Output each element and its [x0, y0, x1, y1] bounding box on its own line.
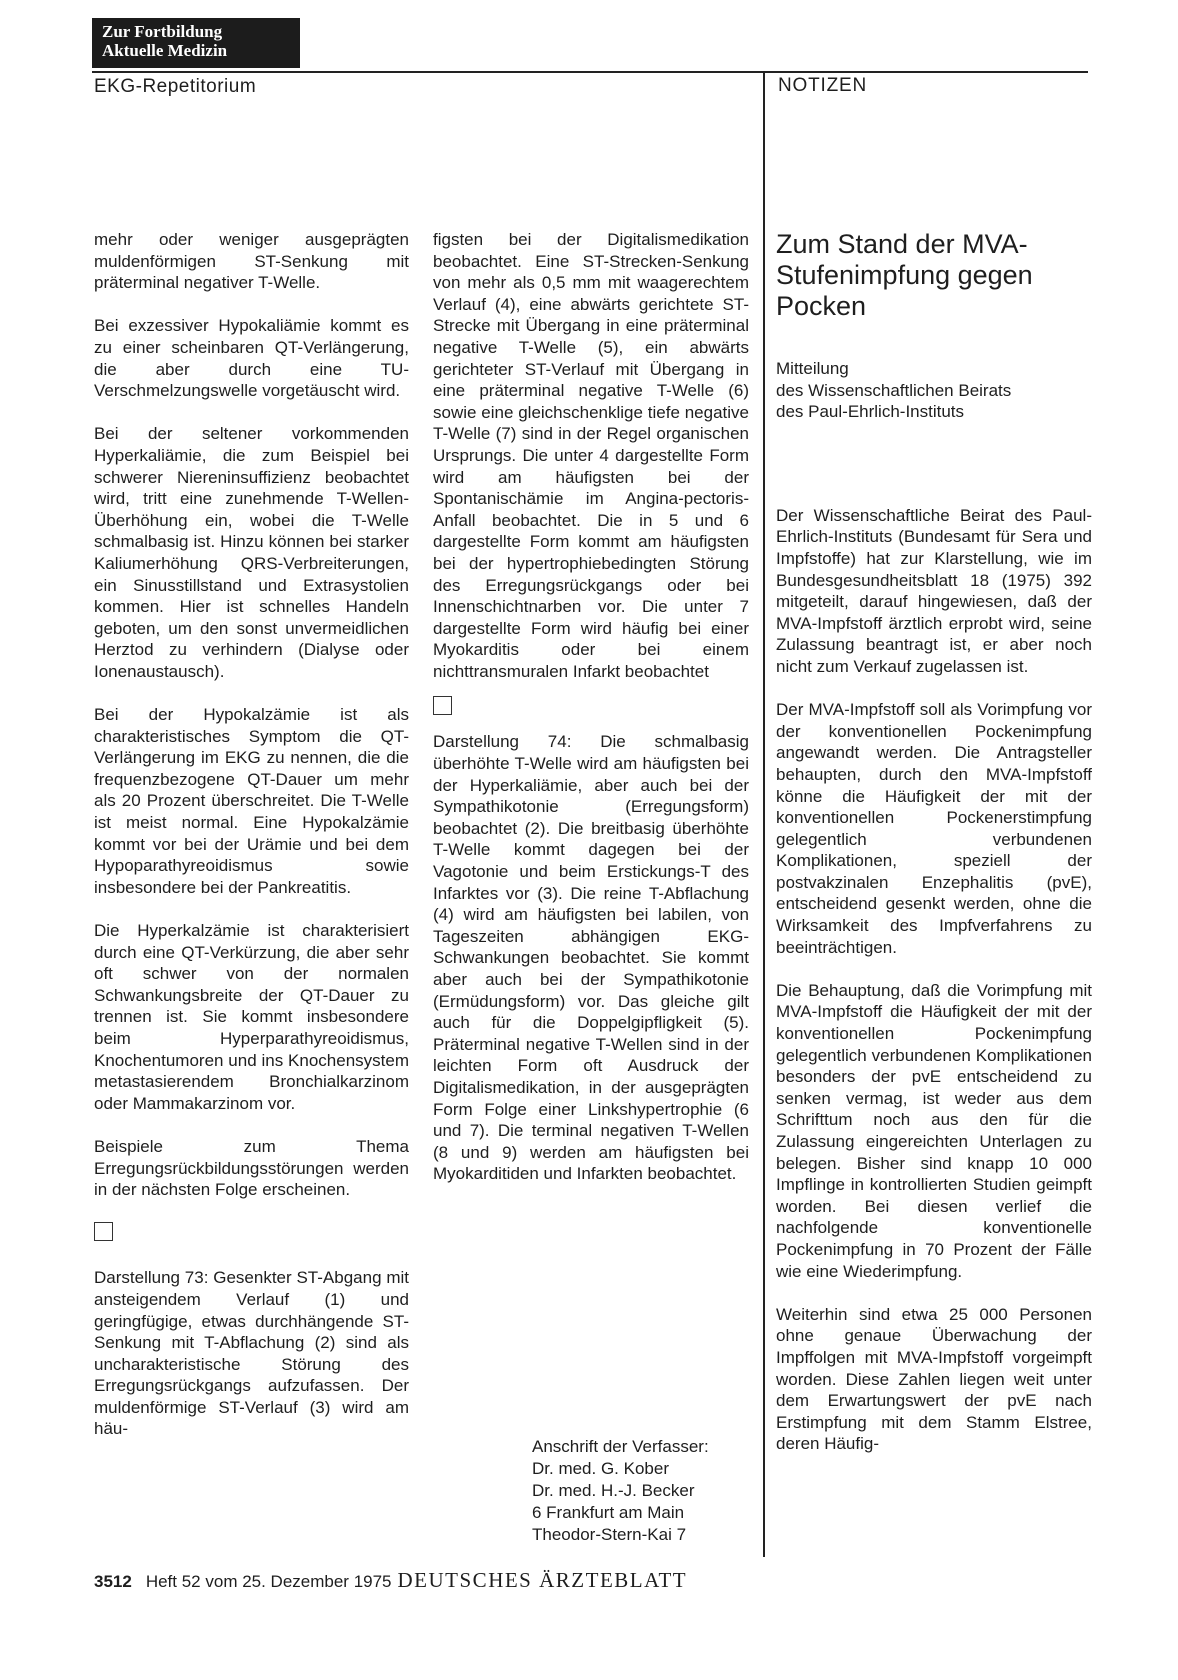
address-heading: Anschrift der Verfasser: [532, 1437, 709, 1456]
figure-caption-73: Darstellung 73: Gesenkter ST-Abgang mit ansteigendem Verlauf (1) und geringfügige, etwas durchhängende ST-Senkung mit T-Abflachung (2) sind als uncharakteristische Störung des Erregungsrückgangs aufzufassen. Der muldenförmige ST-Verlauf (3) wird am häu- [94, 1268, 409, 1439]
header-rule [92, 71, 1088, 73]
article-column-1 [94, 229, 409, 1462]
address-street: Theodor-Stern-Kai 7 [532, 1525, 687, 1544]
figure-caption-74: Darstellung 74: Die schmalbasig überhöhte T-Welle wird am häufigsten bei der Hyperkaliämie, aber auch bei der Sympathikotonie (Erregungsform) beobachtet (2). Die breitbasig überhöhte T-Welle kommt dagegen bei der Vagotonie und beim Erstickungs-T des Infarktes vor (3). Die reine T-Abflachung (4) wird am häufigsten bei labilen, von Tageszeiten abhängigen EKG-Schwankungen beobachtet. Sie kommt aber auch bei der Sympathikotonie (Ermüdungsform) vor. Das gleiche gilt auch für die Doppelgipfligkeit (5). Präterminal negative T-Wellen sind in der leichten Form oft Ausdruck der Digitalismedikation, in der ausgeprägten Form Folge einer Linkshypertrophie (6 und 7). Die terminal negativen T-Wellen (8 und 9) werden am häufigsten bei Myokarditiden und Infarkten beobachtet. [433, 732, 749, 1184]
paragraph: Bei der seltener vorkommenden Hyperkaliämie, die zum Beispiel bei schwerer Niereninsuffizienz beobachtet wird, tritt eine zunehmende T-Wellen-Überhöhung ein, wobei die T-Welle schmalbasig ist. Hinzu können bei starker Kaliumerhöhung QRS-Verbreiterungen, ein Sinusstillstand und Extrasystolien kommen. Hier ist schnelles Handeln geboten, um den sonst unvermeidlichen Herztod zu verhindern (Dialyse oder Ionenaustausch). [94, 424, 409, 681]
caption-continuation: figsten bei der Digitalismedikation beobachtet. Eine ST-Strecken-Senkung von mehr als 0,5 mm mit waagerechtem Verlauf (4), eine abwärts gerichtete ST-Strecke mit Übergang in eine präterminal negative T-Welle (5), ein abwärts gerichteter ST-Verlauf mit Übergang in eine präterminal negative T-Welle (6) sowie eine gleichschenklige tiefe negative T-Welle (7) sind in der Regel organischen Ursprungs. Die unter 4 dargestellte Form wird am häufigsten bei der Spontanischämie im Angina-pectoris-Anfall beobachtet. Die in 5 und 6 dargestellte Form kommt am häufigsten bei der hypertrophiebedingten Störung des Erregungsrückgangs oder bei Innenschichtnarben vor. Die unter 7 dargestellte Form wird häufig bei einer Myokarditis oder bei einem nichttransmuralen Infarkt beobachtet [433, 230, 749, 681]
paragraph: Der MVA-Impfstoff soll als Vorimpfung vor der konventionellen Pockenimpfung angewandt werden. Die Antragsteller behaupten, durch den MVA-Impfstoff könne die Häufigkeit der mit der konventionellen Pockenerstimpfung gelegentlich verbundenen Komplikationen, speziell der postvakzinalen Enzephalitis (pvE), entscheidend gesenkt werden, ohne die Wirksamkeit des Impfverfahrens zu beeinträchtigen. [776, 700, 1092, 957]
paragraph: Beispiele zum Thema Erregungsrückbildungsstörungen werden in der nächsten Folge erscheinen. [94, 1136, 409, 1200]
address-author-2: Dr. med. H.-J. Becker [532, 1481, 695, 1500]
section-label-line2: Aktuelle Medizin [102, 41, 228, 60]
series-title: EKG-Repetitorium [94, 76, 257, 97]
end-mark-icon [94, 1222, 113, 1241]
article-column-2 [433, 229, 749, 1207]
section-badge [92, 18, 300, 68]
issue-info: Heft 52 vom 25. Dezember 1975 [145, 1572, 392, 1591]
paragraph: Weiterhin sind etwa 25 000 Personen ohne genaue Überwachung der Impffolgen mit MVA-Impfstoff vorgeimpft worden. Diese Zahlen liegen weit unter dem Erwartungswert der pvE nach Erstimpfung mit dem Stamm Elstree, deren Häufig- [776, 1304, 1092, 1454]
notes-article-title: Zum Stand der MVA-Stufenimpfung gegen Pocken [776, 229, 1033, 321]
page-number: 3512 [94, 1572, 132, 1591]
end-mark-icon [433, 696, 452, 715]
section-label-line1: Zur Fortbildung [102, 22, 223, 41]
page-footer [94, 1568, 687, 1593]
subtitle-line: des Wissenschaftlichen Beirats [776, 380, 1012, 400]
journal-masthead: DEUTSCHES ÄRZTEBLATT [397, 1568, 688, 1592]
notes-column [776, 229, 1092, 1477]
paragraph: Die Behauptung, daß die Vorimpfung mit MVA-Impfstoff die Häufigkeit der mit der konventionellen Pockenimpfung gelegentlich verbundenen Komplikationen besonders der pvE entscheidend zu senken vermag, ist weder aus dem Schrifttum noch aus den für die Zulassung eingereichten Unterlagen zu belegen. Bisher sind knapp 10 000 Impflinge in kontrollierten Studien geimpft worden. Bei diesen verlief die nachfolgende konventionelle Pockenimpfung in 70 Prozent der Fälle wie eine Wiederimpfung. [776, 980, 1092, 1281]
subtitle-line: Mitteilung [776, 359, 849, 378]
notes-divider [763, 71, 765, 1557]
notes-article-subtitle [776, 358, 1092, 423]
address-author-1: Dr. med. G. Kober [532, 1459, 669, 1478]
paragraph: Bei exzessiver Hypokaliämie kommt es zu einer scheinbaren QT-Verlängerung, die aber durch eine TU-Verschmelzungswelle vorgetäuscht wird. [94, 316, 409, 401]
notes-title: NOTIZEN [778, 75, 867, 96]
paragraph: Der Wissenschaftliche Beirat des Paul-Ehrlich-Instituts (Bundesamt für Sera und Impfstoffe) hat zur Klarstellung, wie im Bundesgesundheitsblatt 18 (1975) 392 mitgeteilt, darauf hingewiesen, daß der MVA-Impfstoff ärztlich erprobt wird, seine Zulassung beantragt ist, er aber noch nicht zum Verkauf zugelassen ist. [776, 505, 1092, 676]
paragraph: mehr oder weniger ausgeprägten muldenförmigen ST-Senkung mit präterminal negativer T-Welle. [94, 230, 409, 293]
subtitle-line: des Paul-Ehrlich-Instituts [776, 402, 965, 422]
paragraph: Die Hyperkalzämie ist charakterisiert durch eine QT-Verkürzung, die aber sehr oft schwer von der normalen Schwankungsbreite der QT-Dauer zu trennen ist. Sie kommt insbesondere beim Hyperparathyreoidismus, Knochentumoren und ins Knochensystem metastasierendem Bronchialkarzinom oder Mammakarzinom vor. [94, 921, 409, 1113]
author-address [532, 1436, 709, 1546]
paragraph: Bei der Hypokalzämie ist als charakteristisches Symptom die QT-Verlängerung im EKG zu nennen, die die frequenzbezogene QT-Dauer um mehr als 20 Prozent überschreitet. Die T-Welle ist meist normal. Eine Hypokalzämie kommt vor bei der Urämie und bei dem Hypoparathyreoidismus sowie insbesondere bei der Pankreatitis. [94, 705, 409, 897]
address-city: 6 Frankfurt am Main [532, 1503, 685, 1522]
